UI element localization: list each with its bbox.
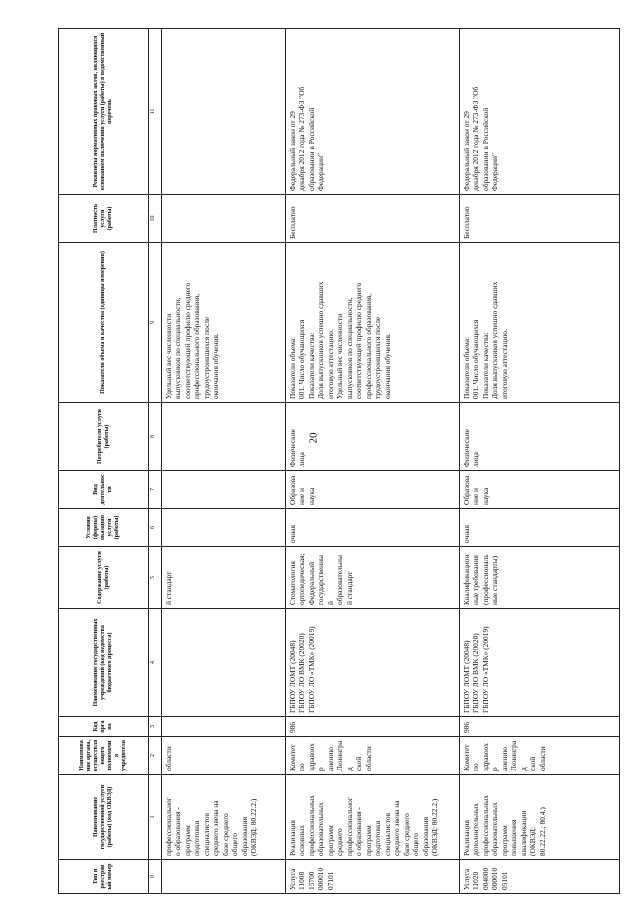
cell-line: Федерации" — [490, 153, 500, 191]
type-cell — [162, 860, 286, 894]
cell-line: ные стандарты) — [490, 555, 500, 605]
cell-line: 004000 — [480, 867, 490, 890]
column-number-row — [149, 29, 162, 894]
consumers-cell — [286, 403, 460, 471]
cell-line: специалистов — [201, 812, 211, 856]
cell-line: о образования - — [354, 807, 364, 856]
cell-line: Бесплатно — [462, 206, 471, 239]
cell-line: 000010 — [316, 867, 326, 890]
cell-line: Показатели качества: — [480, 332, 490, 399]
institutions-cell — [286, 609, 460, 717]
cell-line: профессиональных — [306, 795, 316, 856]
cell-line: анению — [499, 747, 509, 771]
cell-line: программ — [499, 825, 509, 856]
institutions-cell — [162, 609, 286, 717]
cell-line: программ — [325, 825, 335, 856]
cell-line: образовательных — [316, 802, 326, 856]
cell-line: ные требования — [471, 555, 481, 605]
col-header-consumers: Потребители услуги (работы) — [59, 403, 149, 471]
cell-line: Стоматология — [288, 561, 297, 605]
cell-line: ГБПОУ ЛО «ТМК» (20019) — [306, 626, 316, 713]
type-cell — [286, 860, 460, 894]
cell-line: Услуга — [288, 868, 297, 890]
col-number: 0 — [149, 860, 162, 894]
type-cell — [460, 860, 620, 894]
cell-line: здравоохр — [480, 743, 500, 771]
cell-line: Физические — [462, 429, 471, 467]
col-number: 2 — [149, 737, 162, 775]
cell-line: 15700 — [306, 871, 316, 890]
cell-line: ГБПОУ ЛО «ТМК» (20019) — [480, 626, 490, 713]
col-header-authority-code: Код органа — [59, 717, 149, 737]
payment-cell — [162, 195, 286, 243]
legal-acts-cell — [162, 29, 286, 195]
page-number: 20 — [307, 432, 320, 444]
cell-line: 001. Число обучающихся — [297, 319, 307, 399]
cell-line: Федерации" — [316, 153, 326, 191]
col-number: 6 — [149, 509, 162, 547]
cell-line: ние и наука — [471, 487, 490, 505]
col-number: 11 — [149, 29, 162, 195]
cell-line: Удельный вес численности — [335, 313, 345, 399]
cell-line: образовании в Российской — [480, 107, 490, 191]
table-row — [162, 29, 286, 894]
cell-line: профессионального образования, — [192, 293, 202, 399]
cell-line: трудоустроившихся после — [373, 316, 383, 399]
cell-line: профессиональног — [164, 797, 173, 856]
institutions-cell — [460, 609, 620, 717]
indicators-cell — [162, 243, 286, 403]
col-header-indicators: Показатели объема и качества (единицы измерения) — [59, 243, 149, 403]
col-number: 4 — [149, 609, 162, 717]
cell-line: базе среднего — [401, 813, 411, 856]
cell-line: анению — [325, 747, 335, 771]
table-row — [460, 29, 620, 894]
col-header-conditions: Условия (формы) оказания услуги (работы) — [59, 509, 149, 547]
cell-line: (профессиональ — [480, 554, 490, 605]
cell-line: общего — [230, 833, 240, 856]
cell-line: лица — [297, 452, 307, 467]
cell-line: ской — [528, 756, 538, 771]
cell-line: Образова — [462, 475, 471, 505]
content-cell — [162, 547, 286, 609]
cell-line: трудоустроившихся после — [201, 316, 211, 399]
cell-line: Удельный вес численности — [164, 313, 173, 399]
service-name-cell — [460, 775, 620, 860]
cell-line: основных — [297, 825, 307, 856]
col-number: 10 — [149, 195, 162, 243]
cell-line: программ — [363, 825, 373, 856]
col-header-service-name: Наименование государственной услуги (работы) (код ОКВЭД) — [59, 775, 149, 860]
cell-line: выпускников по специальности, — [173, 297, 183, 399]
cell-line: ГБПОУ ЛОМТ (20048) — [462, 640, 471, 713]
cell-line: (ОКВЭД: 80.22.2.) — [249, 798, 259, 856]
cell-line: образования — [239, 817, 249, 856]
cell-line: ГБПОУ ЛО ВМК (20020) — [297, 633, 307, 713]
cell-line: 11020 — [471, 871, 481, 890]
services-table — [58, 28, 620, 894]
cell-line: повышения — [509, 819, 519, 856]
authority-code-cell — [460, 717, 620, 737]
consumers-cell — [460, 403, 620, 471]
col-header-authority: Наименование органа, осуществляющего полномочия учредителя — [59, 737, 149, 775]
cell-line: Реализация — [462, 820, 471, 856]
cell-line: 986 — [288, 721, 297, 733]
cell-line: Ленинград — [335, 740, 354, 771]
col-number: 1 — [149, 775, 162, 860]
cell-line: Бесплатно — [288, 206, 297, 239]
cell-line: Комитет — [462, 744, 471, 771]
authority-cell — [286, 737, 460, 775]
cell-line: Доля выпускников успешно сдавших — [316, 281, 326, 399]
cell-line: итоговую аттестацию. — [499, 329, 509, 399]
col-number: 7 — [149, 471, 162, 509]
cell-line: профессиональног — [344, 797, 354, 856]
indicators-cell — [460, 243, 620, 403]
cell-line: 80.22.22.; 80.4.) — [537, 807, 547, 856]
cell-line: очная — [288, 525, 297, 543]
cell-line: Показатели объема: — [288, 336, 297, 399]
cell-line: образовательных — [490, 802, 500, 856]
cell-line: окончания обучения. — [211, 333, 221, 399]
cell-line: декабря 2012 года № 273-ФЗ "Об — [471, 86, 481, 191]
cell-line: образования — [420, 817, 430, 856]
cell-line: окончания обучения. — [382, 333, 392, 399]
rotated-content — [58, 29, 620, 894]
cell-line: подготовки — [373, 820, 383, 856]
indicators-cell — [286, 243, 460, 403]
cell-line: ГБПОУ ЛОМТ (20048) — [288, 640, 297, 713]
cell-line: Показатели качества: — [306, 332, 316, 399]
legal-acts-cell — [286, 29, 460, 195]
cell-line: (ОКВЭД: 80.22.2.) — [430, 798, 440, 856]
cell-line: 05101 — [499, 871, 509, 890]
cell-line: по — [297, 763, 307, 771]
cell-line: ской — [354, 756, 364, 771]
cell-line: соответствующей профилю среднего — [182, 282, 192, 399]
cell-line: профессионального образования, — [363, 293, 373, 399]
cell-line: Комитет — [288, 744, 297, 771]
col-number: 3 — [149, 717, 162, 737]
cell-line: Федеральный — [306, 561, 316, 605]
col-header-legal-acts: Реквизиты нормативных правовых актов, являющихся основанием включения услуги (работы) в ведомственный перечень — [59, 29, 149, 195]
cell-line: соответствующей профилю среднего — [354, 282, 364, 399]
col-number: 9 — [149, 243, 162, 403]
cell-line: здравоохр — [306, 743, 326, 771]
cell-line: Показатели объема: — [462, 336, 471, 399]
cell-line: профессиональных — [480, 795, 490, 856]
cell-line: 11008 — [297, 871, 307, 890]
cell-line: области — [363, 746, 373, 771]
cell-line: выпускников по специальности, — [344, 297, 354, 399]
cell-line: среднего звена на — [211, 800, 221, 856]
cell-line: базе среднего — [220, 813, 230, 856]
cell-line: 001. Число обучающихся — [471, 319, 481, 399]
cell-line: образовании в Российской — [306, 107, 316, 191]
col-header-institutions: Наименование государственных учреждений (код ведомства бюджетного процесса) — [59, 609, 149, 717]
authority-cell — [162, 737, 286, 775]
cell-line: среднего — [335, 828, 345, 856]
content-cell — [460, 547, 620, 609]
table-row — [286, 29, 460, 894]
cell-line: 986 — [462, 721, 471, 733]
cell-line: о образования - — [173, 807, 183, 856]
conditions-cell — [460, 509, 620, 547]
cell-line: Физические — [288, 429, 297, 467]
cell-line: (ОКВЭД: — [528, 826, 538, 856]
cell-line: Доля выпускников успешно сдавших — [490, 281, 500, 399]
cell-line: программ — [182, 825, 192, 856]
cell-line: подготовки — [192, 820, 202, 856]
cell-line: государственны — [316, 555, 326, 605]
col-header-activity: Вид деятельности — [59, 471, 149, 509]
cell-line: очная — [462, 525, 471, 543]
authority-code-cell — [286, 717, 460, 737]
cell-line: Федеральный закон от 29 — [462, 111, 471, 191]
cell-line: й стандарт — [164, 571, 173, 605]
cell-line: Образова — [288, 475, 297, 505]
authority-cell — [460, 737, 620, 775]
cell-line: ГБПОУ ЛО ВМК (20020) — [471, 633, 481, 713]
col-header-type: Тип и реестров ый номер — [59, 860, 149, 894]
activity-cell — [460, 471, 620, 509]
cell-line: по — [471, 763, 481, 771]
service-name-cell — [286, 775, 460, 860]
service-name-cell — [162, 775, 286, 860]
cell-line: лица — [471, 452, 481, 467]
conditions-cell — [162, 509, 286, 547]
cell-line: среднего звена на — [392, 800, 402, 856]
legal-acts-cell — [460, 29, 620, 195]
content-cell — [286, 547, 460, 609]
cell-line: квалификации — [518, 810, 528, 856]
cell-line: Реализация — [288, 820, 297, 856]
cell-line: й — [325, 601, 335, 605]
cell-line: 000010 — [490, 867, 500, 890]
consumers-cell — [162, 403, 286, 471]
cell-line: Квалификацион — [462, 554, 471, 605]
col-number: 5 — [149, 547, 162, 609]
table-body — [162, 29, 620, 894]
cell-line: Ленинград — [509, 740, 528, 771]
col-header-payment: Платность услуги (работы) — [59, 195, 149, 243]
cell-line: ортопедическая; — [297, 553, 307, 605]
cell-line: 07101 — [325, 871, 335, 890]
col-header-content: Содержание услуги (работы) — [59, 547, 149, 609]
cell-line: области — [537, 746, 547, 771]
conditions-cell — [286, 509, 460, 547]
header-row — [59, 29, 149, 894]
cell-line: ние и наука — [297, 487, 316, 505]
authority-code-cell — [162, 717, 286, 737]
cell-line: дополнительных — [471, 803, 481, 856]
cell-line: декабря 2012 года № 273-ФЗ "Об — [297, 86, 307, 191]
payment-cell — [460, 195, 620, 243]
payment-cell — [286, 195, 460, 243]
activity-cell — [286, 471, 460, 509]
col-number: 8 — [149, 403, 162, 471]
activity-cell — [162, 471, 286, 509]
cell-line: итоговую аттестацию. — [325, 329, 335, 399]
cell-line: й стандарт — [344, 571, 354, 605]
cell-line: образовательны — [335, 555, 345, 605]
cell-line: Федеральный закон от 29 — [288, 111, 297, 191]
cell-line: Услуга — [462, 868, 471, 890]
cell-line: области — [164, 746, 173, 771]
cell-line: специалистов — [382, 812, 392, 856]
cell-line: общего — [411, 833, 421, 856]
